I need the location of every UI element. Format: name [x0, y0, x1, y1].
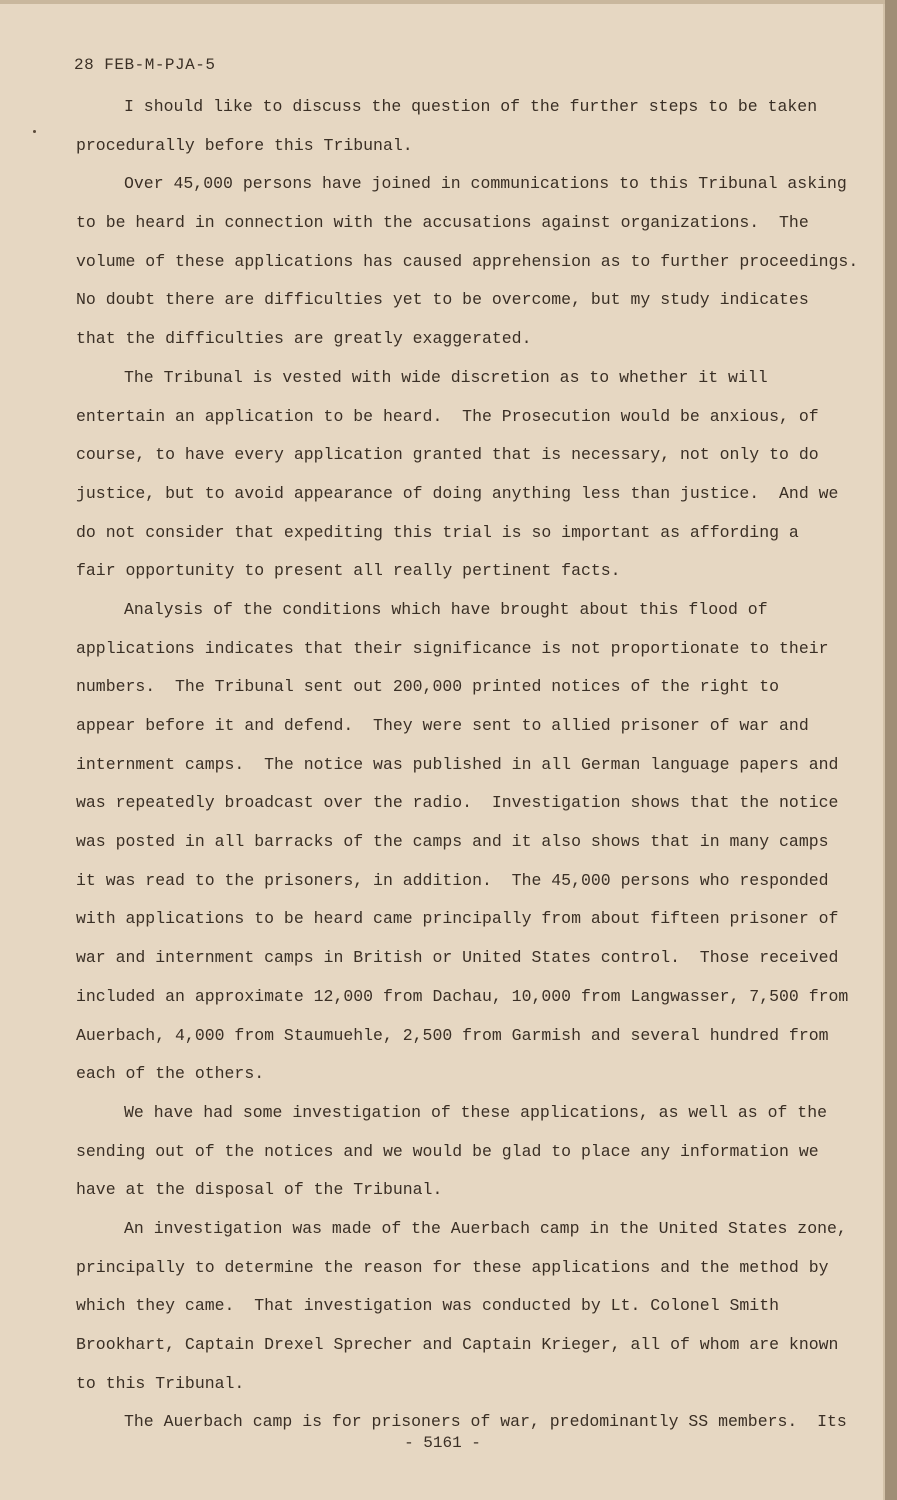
top-edge — [0, 0, 897, 4]
text-line: internment camps. The notice was published in all German language papers and — [76, 754, 839, 774]
text-line: Brookhart, Captain Drexel Sprecher and Captain Krieger, all of whom are known — [76, 1335, 839, 1354]
text-line: was posted in all barracks of the camps and it also shows that in many camps — [76, 832, 829, 852]
text-line: The Auerbach camp is for prisoners of war, predominantly SS members. Its — [124, 1412, 847, 1432]
text-line: We have had some investigation of these applications, as well as of the — [124, 1102, 828, 1122]
text-line: An investigation was made of the Auerbach camp in the United States zone, — [124, 1218, 847, 1238]
text-line: No doubt there are difficulties yet to be overcome, but my study indicates — [76, 290, 809, 310]
text-line: that the difficulties are greatly exaggerated. — [76, 329, 532, 349]
page-number: - 5161 - — [404, 1434, 481, 1452]
text-line: sending out of the notices and we would be glad to place any information we — [76, 1141, 819, 1161]
text-line: with applications to be heard came principally from about fifteen prisoner of — [76, 909, 839, 929]
text-line: each of the others. — [76, 1064, 265, 1084]
text-line: I should like to discuss the question of the further steps to be taken — [124, 97, 818, 116]
text-line: war and internment camps in British or United States control. Those received — [76, 948, 839, 968]
text-line: procedurally before this Tribunal. — [76, 135, 413, 155]
text-line: entertain an application to be heard. The Prosecution would be anxious, of — [76, 406, 819, 426]
text-line: included an approximate 12,000 from Dachau, 10,000 from Langwasser, 7,500 from — [76, 986, 849, 1006]
text-line: principally to determine the reason for these applications and the method by — [76, 1257, 829, 1277]
text-line: to be heard in connection with the accusations against organizations. The — [76, 213, 809, 233]
paper-speck — [33, 130, 36, 133]
text-line: have at the disposal of the Tribunal. — [76, 1180, 443, 1200]
text-line: Auerbach, 4,000 from Staumuehle, 2,500 from Garmish and several hundred from — [76, 1025, 829, 1045]
text-line: to this Tribunal. — [76, 1373, 245, 1393]
text-line: was repeatedly broadcast over the radio. Investigation shows that the notice — [76, 793, 839, 813]
text-line: course, to have every application granted that is necessary, not only to do — [76, 445, 819, 465]
text-line: appear before it and defend. They were sent to allied prisoner of war and — [76, 716, 809, 735]
text-line: which they came. That investigation was conducted by Lt. Colonel Smith — [76, 1296, 780, 1316]
text-line: numbers. The Tribunal sent out 200,000 printed notices of the right to — [76, 677, 780, 697]
text-line: The Tribunal is vested with wide discretion as to whether it will — [124, 367, 768, 387]
text-line: it was read to the prisoners, in addition. The 45,000 persons who responded — [76, 870, 829, 890]
text-line: justice, but to avoid appearance of doing anything less than justice. And we — [76, 483, 839, 503]
text-line: applications indicates that their significance is not proportionate to their — [76, 638, 829, 658]
right-edge — [885, 0, 897, 1500]
text-line: Analysis of the conditions which have brought about this flood of — [124, 599, 768, 619]
text-line: volume of these applications has caused apprehension as to further proceedings. — [76, 251, 859, 271]
text-line: Over 45,000 persons have joined in communications to this Tribunal asking — [124, 174, 847, 194]
document-header: 28 FEB-M-PJA-5 — [74, 56, 216, 74]
document-body — [76, 88, 859, 1442]
text-line: fair opportunity to present all really pertinent facts. — [76, 561, 621, 581]
text-line: do not consider that expediting this trial is so important as affording a — [76, 522, 799, 542]
